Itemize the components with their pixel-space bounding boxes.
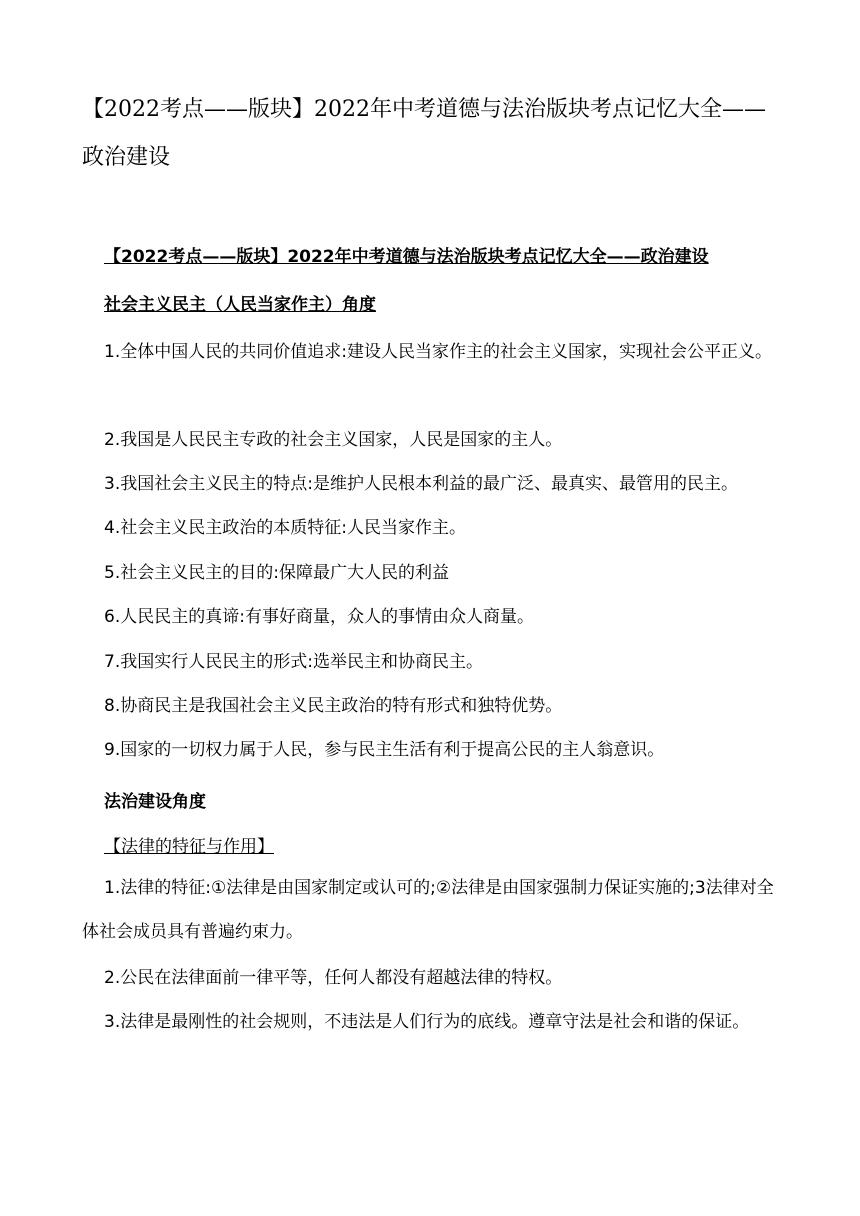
document-title: 【2022考点——版块】2022年中考道德与法治版块考点记忆大全——政治建设: [82, 97, 766, 170]
list-item: 2.公民在法律面前一律平等，任何人都没有超越法律的特权。: [104, 968, 563, 988]
list-item: 3.法律是最刚性的社会规则，不违法是人们行为的底线。遵章守法是社会和谐的保证。: [104, 1012, 750, 1032]
list-item: 2.我国是人民民主专政的社会主义国家，人民是国家的主人。: [104, 430, 563, 450]
subsection-heading-law-features: 【法律的特征与作用】: [104, 837, 274, 857]
list-item: 9.国家的一切权力属于人民，参与民主生活有利于提高公民的主人翁意识。: [104, 740, 665, 760]
section-heading-rule-of-law: 法治建设角度: [104, 792, 206, 812]
list-item: 4.社会主义民主政治的本质特征:人民当家作主。: [104, 518, 466, 538]
document-subtitle: 【2022考点——版块】2022年中考道德与法治版块考点记忆大全——政治建设: [104, 247, 709, 267]
list-item: 6.人民民主的真谛:有事好商量，众人的事情由众人商量。: [104, 607, 534, 627]
list-item: 5.社会主义民主的目的:保障最广大人民的利益: [104, 563, 449, 583]
list-item: 8.协商民主是我国社会主义民主政治的特有形式和独特优势。: [104, 696, 563, 716]
list-item: 7.我国实行人民民主的形式:选举民主和协商民主。: [104, 652, 483, 672]
list-item: 1.全体中国人民的共同价值追求:建设人民当家作主的社会主义国家，实现社会公平正义。: [104, 342, 772, 362]
list-item: 1.法律的特征:①法律是由国家制定或认可的;②法律是由国家强制力保证实施的;3法律对全体社会成员具有普遍约束力。: [82, 878, 774, 942]
section-heading-democracy: 社会主义民主（人民当家作主）角度: [104, 295, 376, 315]
list-item: 3.我国社会主义民主的特点:是维护人民根本利益的最广泛、最真实、最管用的民主。: [104, 474, 738, 494]
